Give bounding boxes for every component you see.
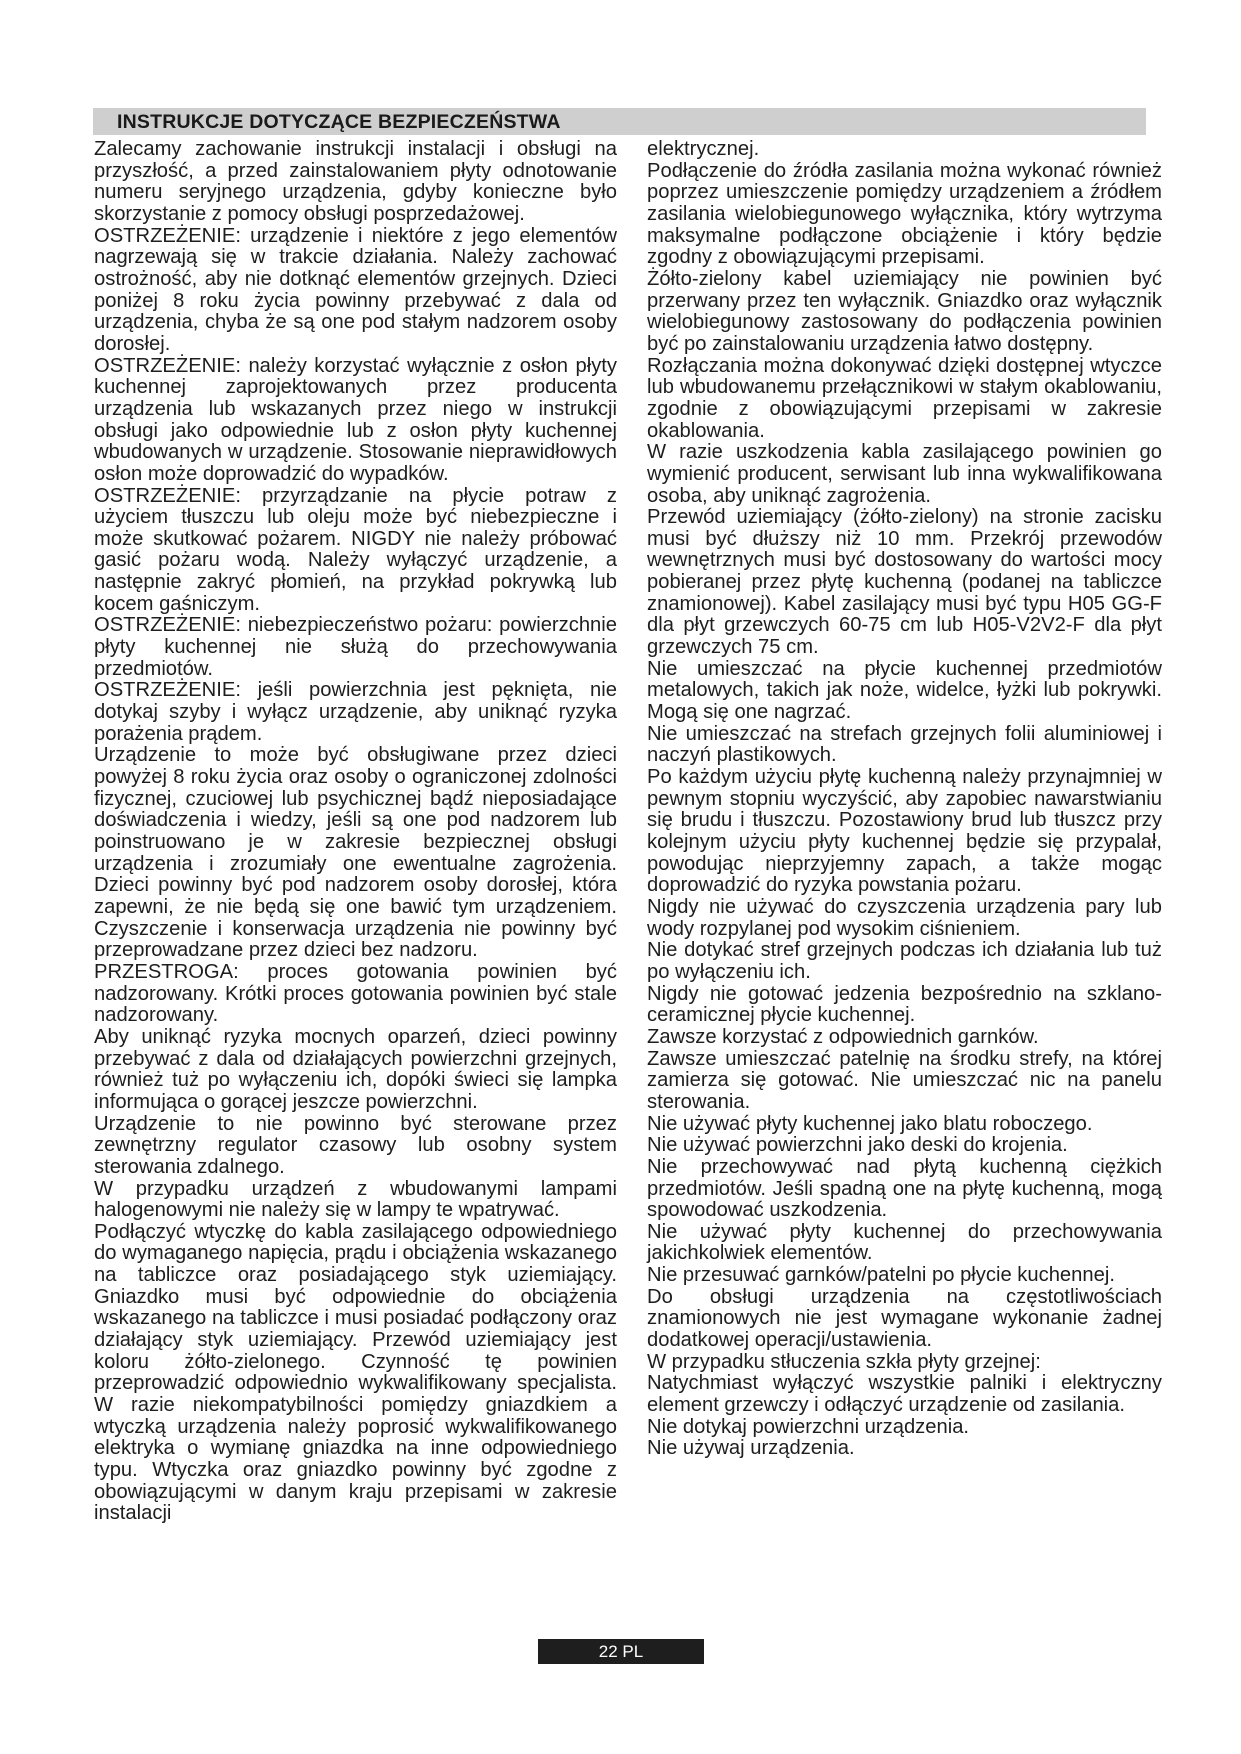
paragraph: Natychmiast wyłączyć wszystkie palniki i elektryczny element grzewczy i odłączyć urządzenie od zasilania. (647, 1372, 1162, 1417)
paragraph: OSTRZEŻENIE: należy korzystać wyłącznie z osłon płyty kuchennej zaprojektowanych przez producenta urządzenia lub wskazanych przez niego w instrukcji obsługi jako odpowiednie lub z osłon płyty kuchennej wbudowanych w urządzenie. Stosowanie nieprawidłowych osłon może doprowadzić do wypadków. (94, 354, 617, 485)
section-title: INSTRUKCJE DOTYCZĄCE BEZPIECZEŃSTWA (117, 111, 561, 133)
paragraph: Podłączenie do źródła zasilania można wykonać również poprzez umieszczenie pomiędzy urządzeniem a źródłem zasilania wielobiegunowego wyłącznika, który wytrzyma maksymalne podłączone obciążenie i który będzie zgodny z obowiązującymi przepisami. (647, 159, 1162, 269)
paragraph: Nie przesuwać garnków/patelni po płycie kuchennej. (647, 1264, 1115, 1287)
paragraph: Żółto-zielony kabel uziemiający nie powinien być przerwany przez ten wyłącznik. Gniazdko oraz wyłącznik wielobiegunowy zastosowany do podłączenia powinien być po zainstalowaniu urządzenia łatwo dostępny. (647, 267, 1162, 355)
paragraph: OSTRZEŻENIE: urządzenie i niektóre z jego elementów nagrzewają się w trakcie działania. Należy zachować ostrożność, aby nie dotknąć elementów grzejnych. Dzieci poniżej 8 roku życia powinny przebywać z dala od urządzenia, chyba że są one pod stałym nadzorem osoby dorosłej. (94, 224, 617, 355)
paragraph: Do obsługi urządzenia na częstotliwościach znamionowych nie jest wymagane wykonanie żadnej dodatkowej operacji/ustawienia. (647, 1285, 1162, 1352)
paragraph: PRZESTROGA: proces gotowania powinien być nadzorowany. Krótki proces gotowania powinien być stale nadzorowany. (94, 960, 617, 1027)
paragraph: W razie uszkodzenia kabla zasilającego powinien go wymienić producent, serwisant lub inna wykwalifikowana osoba, aby uniknąć zagrożenia. (647, 441, 1162, 507)
paragraph: Nie umieszczać na strefach grzejnych folii aluminiowej i naczyń plastikowych. (647, 722, 1162, 767)
paragraph: OSTRZEŻENIE: przyrządzanie na płycie potraw z użyciem tłuszczu lub oleju może być niebezpieczne i może skutkować pożarem. NIGDY nie należy próbować gasić pożaru wodą. Należy wyłączyć urządzenie, a następnie zakryć płomień, na przykład pokrywką lub kocem gaśniczym. (94, 484, 617, 615)
paragraph: Zawsze umieszczać patelnię na środku strefy, na której zamierza się gotować. Nie umieszczać nic na panelu sterowania. (647, 1047, 1162, 1113)
paragraph: OSTRZEŻENIE: jeśli powierzchnia jest pęknięta, nie dotykaj szyby i wyłącz urządzenie, aby uniknąć ryzyka porażenia prądem. (94, 679, 617, 745)
paragraph: OSTRZEŻENIE: niebezpieczeństwo pożaru: powierzchnie płyty kuchennej nie służą do przechowywania przedmiotów. (94, 614, 617, 680)
paragraph: Nie dotykaj powierzchni urządzenia. (647, 1415, 970, 1438)
paragraph: elektrycznej. (647, 138, 760, 160)
paragraph: W przypadku stłuczenia szkła płyty grzejnej: (647, 1350, 1041, 1373)
paragraph: Po każdym użyciu płytę kuchenną należy przynajmniej w pewnym stopniu wyczyścić, aby zapobiec nawarstwianiu się brudu i tłuszczu. Pozostawiony brud lub tłuszcz przy kolejnym użyciu płyty kuchennej będzie się przypalał, powodując nieprzyjemny zapach, a także mogąc doprowadzić do ryzyka powstania pożaru. (647, 766, 1162, 897)
paragraph: Urządzenie to nie powinno być sterowane przez zewnętrzny regulator czasowy lub osobny system sterowania zdalnego. (94, 1112, 617, 1178)
paragraph: Nigdy nie gotować jedzenia bezpośrednio na szklano-ceramicznej płycie kuchennej. (647, 982, 1162, 1027)
paragraph: Zawsze korzystać z odpowiednich garnków. (647, 1025, 1039, 1048)
paragraph: Zalecamy zachowanie instrukcji instalacji i obsługi na przyszłość, a przed zainstalowaniem płyty odnotowanie numeru seryjnego urządzenia, gdyby konieczne było skorzystanie z pomocy obsługi posprzedażowej. (94, 138, 617, 225)
paragraph: Podłączyć wtyczkę do kabla zasilającego odpowiedniego do wymaganego napięcia, prądu i obciążenia wskazanego na tabliczce oraz posiadającego styk uziemiający. Gniazdko musi być odpowiednie do obciążenia wskazanego na tabliczce i musi posiadać podłączony oraz działający styk uziemiający. Przewód uziemiający jest koloru żółto-zielonego. Czynność tę powinien przeprowadzić odpowiednio wykwalifikowany specjalista. W razie niekompatybilności pomiędzy gniazdkiem a wtyczką urządzenia należy poprosić wykwalifikowanego elektryka o wymianę gniazdka na inne odpowiedniego typu. Wtyczka oraz gniazdko powinny być zgodne z obowiązującymi w danym kraju przepisami w zakresie instalacji (94, 1220, 617, 1525)
paragraph: Nie używaj urządzenia. (647, 1437, 855, 1460)
page-number: 22 PL (538, 1639, 704, 1664)
paragraph: Nigdy nie używać do czyszczenia urządzenia pary lub wody rozpylanej pod wysokim ciśnieniem. (647, 895, 1162, 940)
paragraph: W przypadku urządzeń z wbudowanymi lampami halogenowymi nie należy się w lampy te wpatrywać. (94, 1177, 617, 1222)
paragraph: Nie umieszczać na płycie kuchennej przedmiotów metalowych, takich jak noże, widelce, łyżki lub pokrywki. Mogą się one nagrzać. (647, 657, 1162, 724)
paragraph: Nie używać płyty kuchennej do przechowywania jakichkolwiek elementów. (647, 1220, 1162, 1265)
paragraph: Nie dotykać stref grzejnych podczas ich działania lub tuż po wyłączeniu ich. (647, 939, 1162, 983)
right-text-column (647, 139, 1162, 1460)
paragraph: Aby uniknąć ryzyka mocnych oparzeń, dzieci powinny przebywać z dala od działających powierzchni grzejnych, również tuż po wyłączeniu ich, dopóki świeci się lampka informująca o gorącej jeszcze powierzchni. (94, 1025, 617, 1113)
paragraph: Przewód uziemiający (żółto-zielony) na stronie zacisku musi być dłuższy niż 10 mm. Przekrój przewodów wewnętrznych musi być dostosowany do wartości mocy pobieranej przez płytę kuchenną (podanej na tabliczce znamionowej). Kabel zasilający musi być typu H05 GG-F dla płyt grzewczych 60-75 cm lub H05-V2V2-F dla płyt grzewczych 75 cm. (647, 506, 1162, 659)
paragraph: Urządzenie to może być obsługiwane przez dzieci powyżej 8 roku życia oraz osoby o ograniczonej zdolności fizycznej, czuciowej lub psychicznej bądź nieposiadające doświadczenia i wiedzy, jeśli są one pod nadzorem lub poinstruowano je w zakresie bezpiecznej obsługi urządzenia i zrozumiały one ewentualne zagrożenia. Dzieci powinny być pod nadzorem osoby dorosłej, która zapewni, że nie będą się one bawić tym urządzeniem. Czyszczenie i konserwacja urządzenia nie powinny być przeprowadzane przez dzieci bez nadzoru. (94, 744, 617, 962)
paragraph: Rozłączania można dokonywać dzięki dostępnej wtyczce lub wbudowanemu przełącznikowi w stałym okablowaniu, zgodnie z obowiązującymi przepisami w zakresie okablowania. (647, 354, 1162, 442)
paragraph: Nie używać powierzchni jako deski do krojenia. (647, 1134, 1068, 1157)
paragraph: Nie przechowywać nad płytą kuchenną ciężkich przedmiotów. Jeśli spadną one na płytę kuchenną, mogą spowodować uszkodzenia. (647, 1155, 1162, 1222)
paragraph: Nie używać płyty kuchennej jako blatu roboczego. (647, 1112, 1093, 1135)
left-text-column (94, 139, 617, 1525)
